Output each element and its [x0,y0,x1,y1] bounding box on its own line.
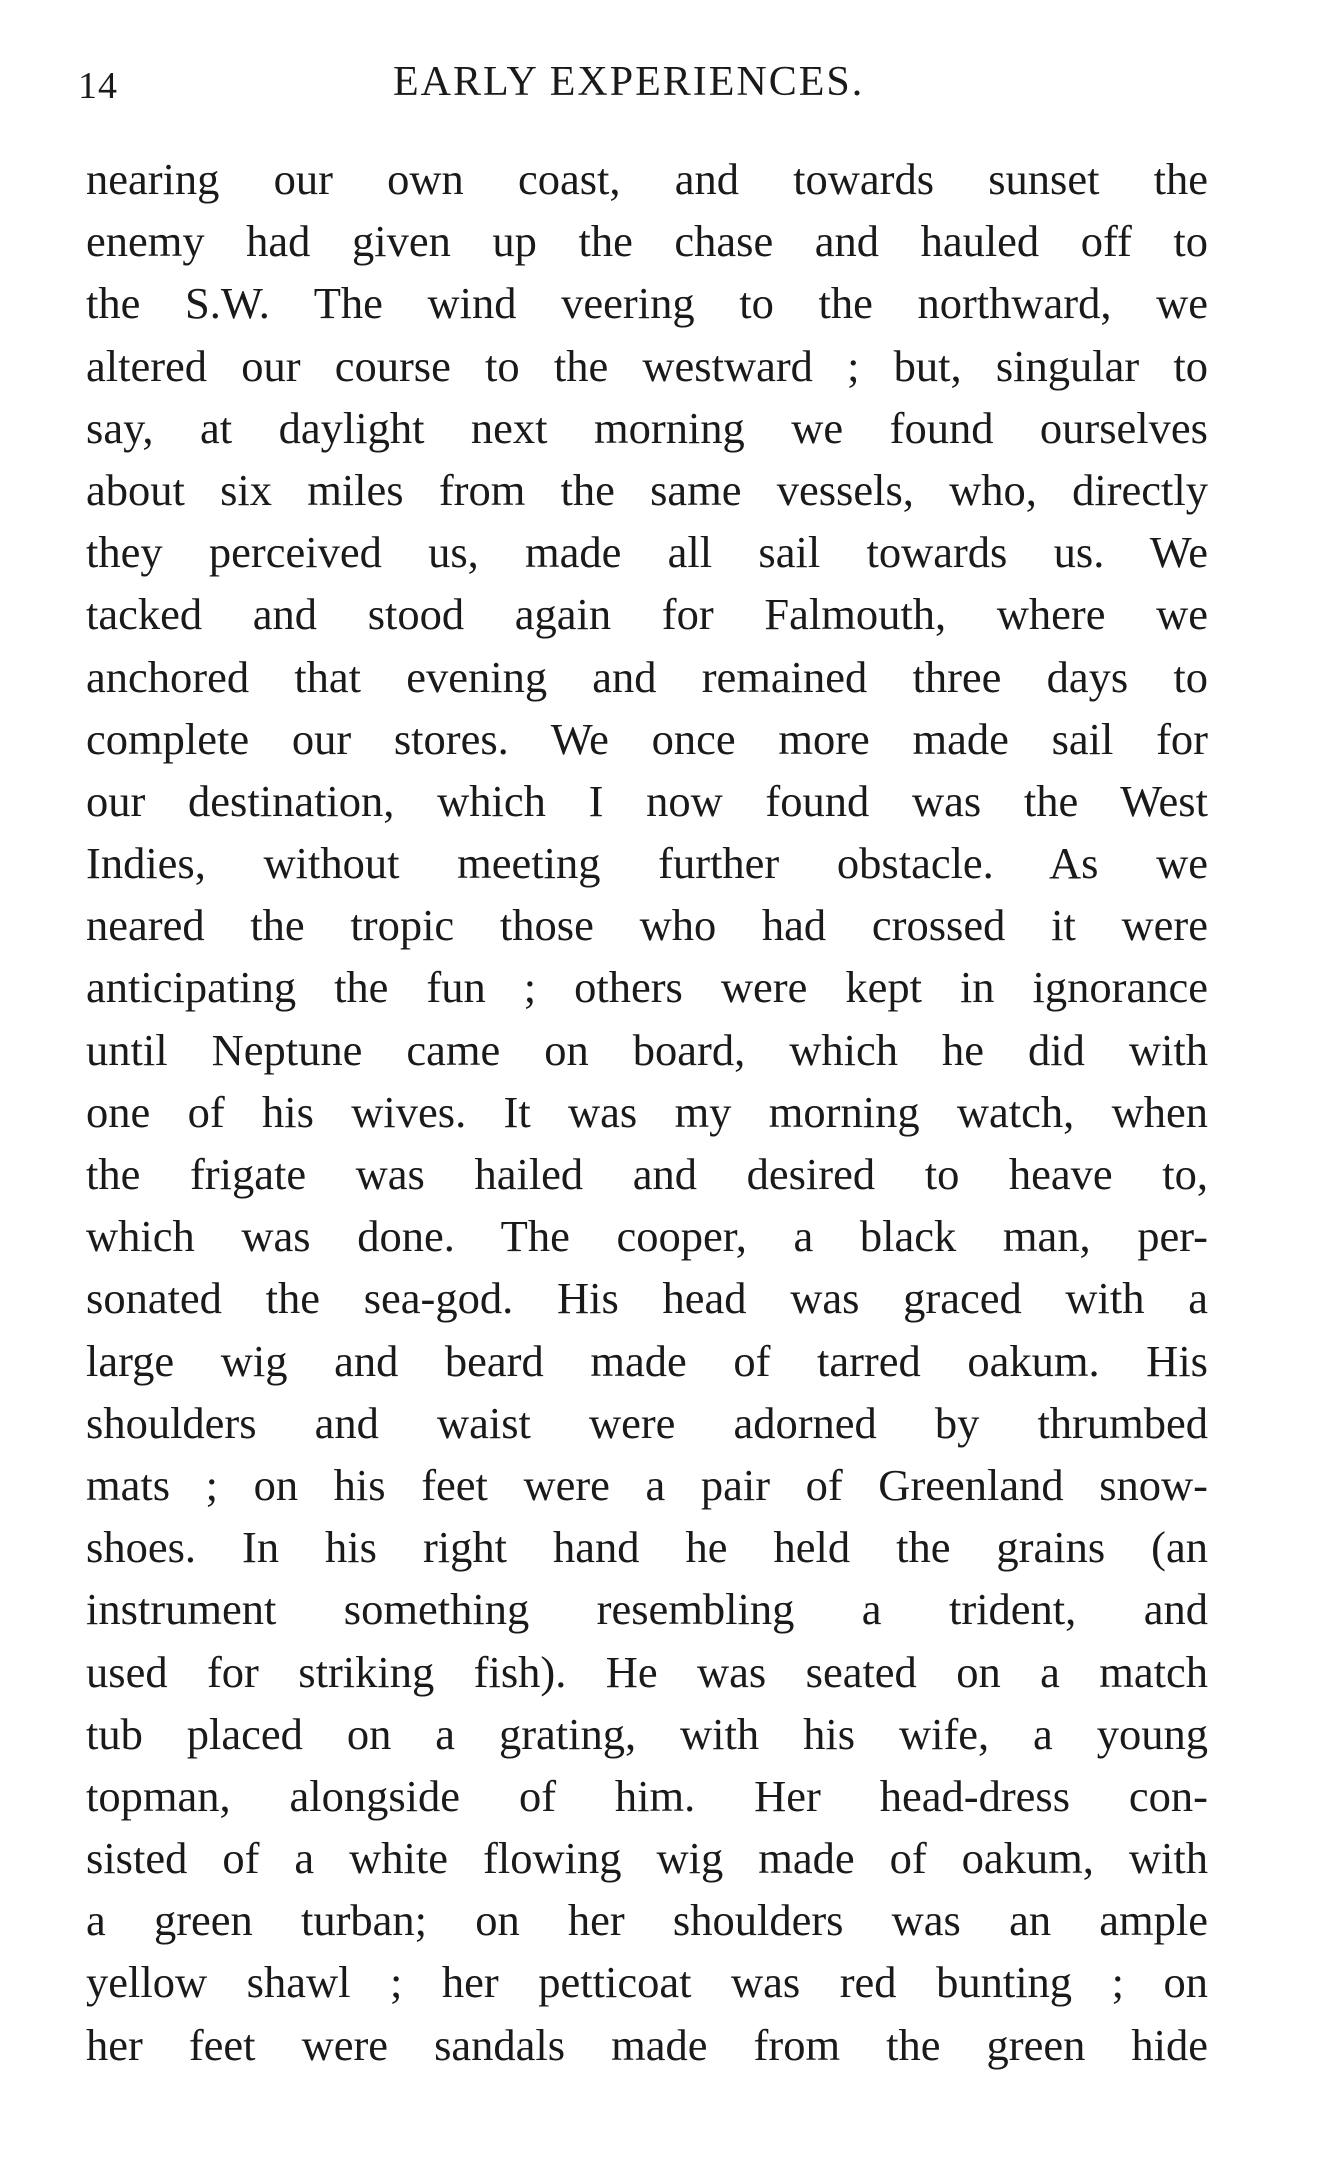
text-line: sisted of a white flowing wig made of oakum, with [86,1833,1208,1884]
text-line: anchored that evening and remained three days to [86,651,1208,702]
text-line: the frigate was hailed and desired to heave to, [86,1149,1208,1199]
text-line: tacked and stood again for Falmouth, where we [86,589,1208,640]
text-line: her feet were sandals made from the green hide [86,2019,1208,2070]
text-line: say, at daylight next morning we found ourselves [86,402,1208,453]
text-line: enemy had given up the chase and hauled off to [86,216,1208,267]
text-line: sonated the sea-god. His head was graced with a [86,1273,1208,1324]
text-line: instrument something resembling a trident, and [86,1584,1208,1635]
text-line: tub placed on a grating, with his wife, a young [86,1708,1208,1759]
text-line: anticipating the fun ; others were kept in ignorance [86,962,1208,1013]
text-line: a green turban; on her shoulders was an ample [86,1895,1208,1946]
text-line: altered our course to the westward ; but, singular to [86,340,1208,391]
text-line: topman, alongside of him. Her head-dress con- [86,1770,1208,1821]
text-line: one of his wives. It was my morning watch, when [86,1086,1208,1137]
running-head: EARLY EXPERIENCES. [393,59,865,105]
text-line: complete our stores. We once more made sail for [86,713,1208,764]
text-line: shoulders and waist were adorned by thrumbed [86,1397,1208,1448]
text-line: they perceived us, made all sail towards us. We [86,527,1208,578]
page-header [78,56,938,116]
text-line: our destination, which I now found was the West [86,775,1208,826]
text-line: large wig and beard made of tarred oakum. His [86,1335,1208,1386]
text-line: about six miles from the same vessels, who, directly [86,464,1208,515]
text-line: mats ; on his feet were a pair of Greenland snow- [86,1459,1208,1510]
body-text [86,148,1208,2076]
text-line: nearing our own coast, and towards sunset the [86,154,1208,204]
page-number: 14 [78,65,118,107]
text-line: which was done. The cooper, a black man, per- [86,1211,1208,1262]
text-line: until Neptune came on board, which he did with [86,1024,1208,1075]
text-line: used for striking fish). He was seated on a match [86,1646,1208,1697]
text-line: neared the tropic those who had crossed it were [86,900,1208,951]
text-line: the S.W. The wind veering to the northward, we [86,278,1208,329]
text-line: shoes. In his right hand he held the grains (an [86,1522,1208,1573]
text-line: Indies, without meeting further obstacle. As we [86,838,1208,889]
text-line: yellow shawl ; her petticoat was red bunting ; on [86,1957,1208,2008]
